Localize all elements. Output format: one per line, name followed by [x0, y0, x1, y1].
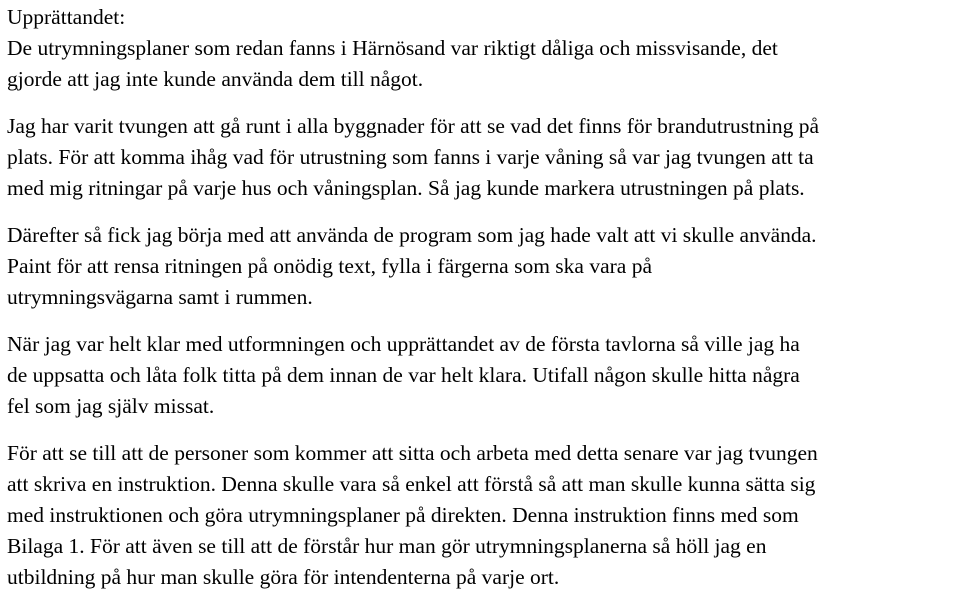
paragraph-line: Paint för att rensa ritningen på onödig text, fylla i färgerna som ska vara på	[7, 254, 652, 278]
section-heading: Upprättandet:	[7, 5, 126, 29]
paragraph-line: För att se till att de personer som kommer att sitta och arbeta med detta senare var jag tvungen	[7, 441, 818, 465]
paragraph-line: Därefter så fick jag börja med att använda de program som jag hade valt att vi skulle använda.	[7, 223, 817, 247]
paragraph-line: När jag var helt klar med utformningen och upprättandet av de första tavlorna så ville jag ha	[7, 332, 800, 356]
paragraph-line: med mig ritningar på varje hus och våningsplan. Så jag kunde markera utrustningen på plats.	[7, 176, 805, 200]
paragraph-line: plats. För att komma ihåg vad för utrustning som fanns i varje våning så var jag tvungen att ta	[7, 145, 814, 169]
paragraph-line: de uppsatta och låta folk titta på dem innan de var helt klara. Utifall någon skulle hitta några	[7, 363, 800, 387]
paragraph-line: Bilaga 1. För att även se till att de förstår hur man gör utrymningsplanerna så höll jag en	[7, 534, 767, 558]
paragraph-line: med instruktionen och göra utrymningsplaner på direkten. Denna instruktion finns med som	[7, 503, 799, 527]
paragraph-line: gjorde att jag inte kunde använda dem till något.	[7, 67, 424, 91]
paragraph-line: att skriva en instruktion. Denna skulle vara så enkel att förstå så att man skulle kunna sätta sig	[7, 472, 816, 496]
paragraph-line: fel som jag själv missat.	[7, 394, 215, 418]
paragraph-line: De utrymningsplaner som redan fanns i Härnösand var riktigt dåliga och missvisande, det	[7, 36, 778, 60]
paragraph-2	[7, 111, 957, 204]
paragraph-3	[7, 220, 957, 313]
paragraph-line: utrymningsvägarna samt i rummen.	[7, 285, 313, 309]
paragraph-line: Jag har varit tvungen att gå runt i alla byggnader för att se vad det finns för brandutrustning på	[7, 114, 819, 138]
document-page	[7, 0, 957, 609]
paragraph-4	[7, 329, 957, 422]
paragraph-line: utbildning på hur man skulle göra för intendenterna på varje ort.	[7, 565, 560, 589]
paragraph-5	[7, 438, 957, 593]
paragraph-1	[7, 33, 957, 95]
